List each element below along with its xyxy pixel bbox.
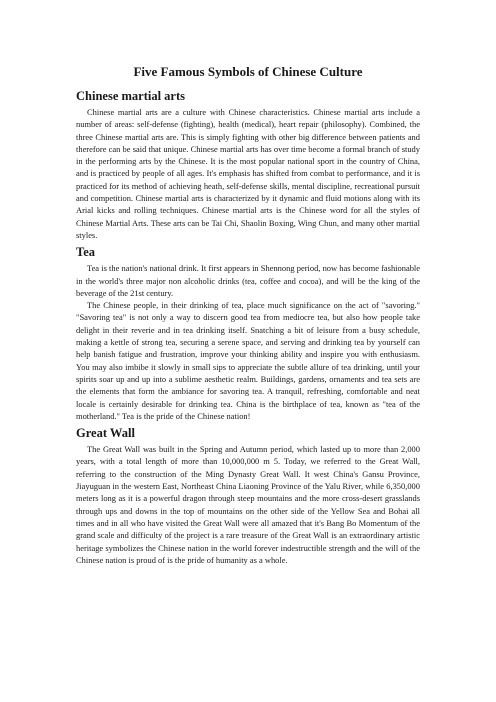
paragraph: The Chinese people, in their drinking of tea, place much significance on the act of "savoring." "Savoring tea" is not only a way to discern good tea from mediocre tea, but also how people take delight in their reverie and in tea drinking itself. Snatching a bit of leisure from a busy schedule, making a kettle of strong tea, securing a serene space, and serving and drinking tea by yourself can help banish fatigue and frustration, improve your thinking ability and inspire you with enthusiasm. You may also imbibe it slowly in small sips to appreciate the subtle allure of tea drinking, until your spirits soar up and up into a sublime aesthetic realm. Buildings, gardens, ornaments and tea sets are the elements that form the ambiance for savoring tea. A tranquil, refreshing, comfortable and neat locale is certainly desirable for drinking tea. China is the birthplace of tea, known as "tea of the motherland." Tea is the pride of the Chinese nation!	[76, 300, 420, 421]
section-heading: Chinese martial arts	[76, 89, 186, 103]
document-title: Five Famous Symbols of Chinese Culture	[133, 64, 363, 79]
paragraph: Chinese martial arts are a culture with Chinese characteristics. Chinese martial arts include a number of areas: self-defense (fighting), health (medical), heart repair (philosophy). Combined, the three Chinese martial arts are. This is simply fighting with other big difference between patients and therefore can be said that unique. Chinese martial arts has over time become a formal branch of study in the performing arts by the Chinese. It is the most popular national sport in the country of China, and is practiced by people of all ages. It's emphasis has shifted from combat to performance, and it is practiced for its method of achieving heath, self-defense skills, mental discipline, recreational pursuit and competition. Chinese martial arts is characterized by it dynamic and fluid motions along with its Arial kicks and rolling techniques. Chinese martial arts is the Chinese word for all the styles of Chinese Martial Arts. These arts can be Tai Chi, Shaolin Boxing, Wing Chun, and many other martial styles.	[76, 107, 420, 240]
paragraph: The Great Wall was built in the Spring and Autumn period, which lasted up to more than 2,000 years, with a total length of more than 10,000,000 m 5. Today, we referred to the Great Wall, referring to the construction of the Ming Dynasty Great Wall. It west China's Gansu Province, Jiayuguan in the western East, Northeast China Liaoning Province of the Yalu River, while 6,350,000 meters long as it is a powerful dragon through steep mountains and the more cross-desert grasslands through ups and downs in the top of mountains on the other side of the Yellow Sea and Bohai all times and in all who have visited the Great Wall were all amazed that it's Bang Bo Momentum of the grand scale and difficulty of the project is a rare treasure of the Great Wall is an extraordinary artistic heritage symbolizes the Chinese nation in the world forever indestructible strength and the will of the Chinese nation is proud of is the pride of humanity as a whole.	[76, 444, 420, 565]
section-heading: Tea	[76, 245, 95, 260]
section-martial-arts	[76, 89, 420, 241]
paragraph: Tea is the nation's national drink. It first appears in Shennong period, now has become fashionable in the world's three major non alcoholic drinks (tea, coffee and cocoa), and will be the king of the beverage of the 21st century.	[76, 263, 420, 298]
section-heading: Great Wall	[76, 426, 135, 441]
section-great-wall	[76, 426, 420, 566]
section-tea	[76, 245, 420, 422]
